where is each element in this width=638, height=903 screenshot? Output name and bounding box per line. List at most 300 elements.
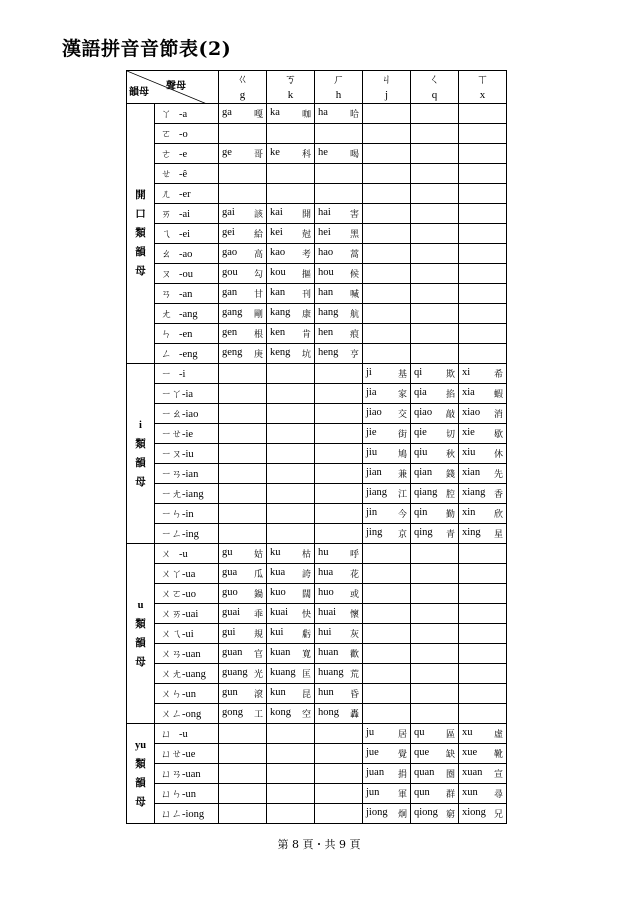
syllable-character: 缺 [445, 750, 455, 760]
syllable-character: 街 [397, 430, 407, 440]
syllable-cell [267, 484, 315, 504]
syllable-character: 花 [349, 570, 359, 580]
final-pinyin: -ao [179, 249, 193, 260]
group-label-char: 母 [135, 796, 146, 808]
syllable-cell [267, 724, 315, 744]
syllable-cell [459, 224, 507, 244]
final-pinyin: -iu [182, 449, 194, 460]
syllable-cell [411, 604, 459, 624]
final-row [127, 384, 507, 404]
syllable-cell [459, 304, 507, 324]
syllable-pinyin: gui [222, 627, 236, 638]
syllable-pinyin: ji [366, 367, 372, 378]
syllable-cell [363, 604, 411, 624]
syllable-character: 尅 [301, 230, 311, 240]
final-row [127, 724, 507, 744]
syllable-character: 喊 [349, 290, 359, 300]
syllable-cell [363, 164, 411, 184]
final-bopomofo: ㄟ [161, 229, 172, 240]
syllable-pinyin: jiao [366, 407, 382, 418]
final-cell [155, 244, 219, 264]
syllable-pinyin: qian [414, 467, 433, 478]
syllable-cell [411, 284, 459, 304]
syllable-cell [411, 784, 459, 804]
group-label [127, 104, 155, 364]
final-row [127, 684, 507, 704]
syllable-character: 炯 [397, 810, 407, 820]
final-bopomofo: ㄨㄤ [161, 669, 182, 680]
syllable-cell [267, 524, 315, 544]
syllable-cell [363, 644, 411, 664]
syllable-character: 瓜 [253, 570, 263, 580]
final-row [127, 604, 507, 624]
syllable-cell [315, 604, 363, 624]
syllable-character: 荒 [349, 670, 359, 680]
final-pinyin: -ui [182, 629, 194, 640]
syllable-cell [363, 584, 411, 604]
final-pinyin: -u [179, 729, 188, 740]
final-row [127, 144, 507, 164]
page-footer: 第 8 頁・共 9 頁 [277, 838, 361, 851]
syllable-character: 居 [397, 730, 407, 740]
final-cell [155, 704, 219, 724]
syllable-cell [459, 144, 507, 164]
syllable-pinyin: heng [318, 347, 339, 358]
syllable-pinyin: xian [462, 467, 481, 478]
syllable-cell [315, 624, 363, 644]
syllable-character: 鳩 [397, 450, 407, 460]
syllable-pinyin: xia [462, 387, 475, 398]
final-cell [155, 744, 219, 764]
final-row [127, 784, 507, 804]
syllable-character: 家 [397, 390, 407, 400]
syllable-cell [219, 564, 267, 584]
final-pinyin: -e [179, 149, 188, 160]
final-bopomofo: ㄛ [161, 129, 172, 140]
syllable-character: 歇 [493, 430, 503, 440]
final-bopomofo: ㄜ [161, 149, 172, 160]
syllable-pinyin: he [318, 147, 328, 158]
final-cell [155, 584, 219, 604]
final-cell [155, 664, 219, 684]
syllable-character: 闊 [301, 590, 311, 600]
final-row [127, 544, 507, 564]
syllable-cell [459, 544, 507, 564]
final-cell [155, 444, 219, 464]
final-pinyin: -ue [182, 749, 196, 760]
syllable-pinyin: han [318, 287, 334, 298]
syllable-character: 敲 [445, 410, 455, 420]
syllable-cell [219, 624, 267, 644]
syllable-cell [267, 144, 315, 164]
syllable-pinyin: xiong [462, 807, 486, 818]
syllable-cell [363, 784, 411, 804]
syllable-character: 咖 [301, 110, 311, 120]
final-cell [155, 324, 219, 344]
syllable-character: 嘎 [253, 110, 263, 120]
final-cell [155, 644, 219, 664]
syllable-cell [459, 184, 507, 204]
syllable-cell [459, 124, 507, 144]
initial-header-label: 聲母 [166, 81, 186, 92]
syllable-cell [315, 744, 363, 764]
syllable-pinyin: qun [414, 787, 430, 798]
final-row [127, 364, 507, 384]
syllable-character: 覺 [397, 750, 407, 760]
syllable-cell [459, 284, 507, 304]
syllable-character: 捐 [397, 770, 407, 780]
syllable-pinyin: hua [318, 567, 334, 578]
syllable-character: 勤 [445, 510, 455, 520]
syllable-pinyin: xie [462, 427, 475, 438]
syllable-character: 枯 [301, 550, 311, 560]
group-label-char: 韻 [135, 637, 146, 649]
syllable-character: 江 [397, 490, 407, 500]
syllable-pinyin: huai [318, 607, 337, 618]
syllable-pinyin: jing [366, 527, 383, 538]
syllable-cell [411, 724, 459, 744]
syllable-cell [363, 484, 411, 504]
syllable-pinyin: jue [366, 747, 379, 758]
syllable-cell [411, 144, 459, 164]
syllable-cell [363, 404, 411, 424]
syllable-cell [267, 504, 315, 524]
final-row [127, 644, 507, 664]
syllable-pinyin: kua [270, 567, 286, 578]
header-row [127, 71, 507, 104]
group-label-char: 類 [135, 228, 146, 239]
syllable-character: 懷 [349, 610, 359, 620]
syllable-cell [411, 124, 459, 144]
final-pinyin: -en [179, 329, 193, 340]
group-label [127, 544, 155, 724]
syllable-character: 轟 [349, 710, 359, 720]
syllable-cell [219, 424, 267, 444]
final-row [127, 184, 507, 204]
syllable-cell [459, 384, 507, 404]
syllable-cell [267, 564, 315, 584]
syllable-pinyin: hei [318, 227, 331, 238]
syllable-cell [459, 804, 507, 824]
syllable-cell [459, 464, 507, 484]
syllable-cell [267, 104, 315, 124]
syllable-cell [459, 424, 507, 444]
syllable-pinyin: xi [462, 367, 471, 378]
syllable-cell [315, 504, 363, 524]
syllable-cell [459, 604, 507, 624]
syllable-character: 消 [493, 410, 503, 420]
syllable-character: 群 [445, 790, 455, 800]
syllable-cell [315, 124, 363, 144]
syllable-pinyin: jiong [366, 807, 388, 818]
final-row [127, 444, 507, 464]
syllable-cell [267, 384, 315, 404]
final-cell [155, 764, 219, 784]
final-row [127, 304, 507, 324]
syllable-character: 昏 [349, 690, 359, 700]
final-pinyin: -un [182, 789, 196, 800]
final-bopomofo: ㄨㄞ [161, 609, 182, 620]
final-pinyin: -uo [182, 589, 196, 600]
syllable-pinyin: hang [318, 307, 339, 318]
syllable-cell [459, 564, 507, 584]
syllable-cell [411, 364, 459, 384]
syllable-cell [267, 184, 315, 204]
final-pinyin: -ai [179, 209, 191, 220]
syllable-character: 官 [253, 650, 263, 660]
final-row [127, 504, 507, 524]
syllable-cell [411, 524, 459, 544]
syllable-cell [315, 584, 363, 604]
syllable-cell [411, 244, 459, 264]
syllable-cell [267, 124, 315, 144]
final-cell [155, 564, 219, 584]
syllable-character: 兄 [493, 810, 503, 820]
syllable-character: 快 [301, 610, 311, 620]
group-label-char: 類 [135, 758, 146, 770]
syllable-pinyin: ken [270, 327, 286, 338]
syllable-character: 康 [301, 310, 311, 320]
syllable-cell [459, 364, 507, 384]
syllable-pinyin: ga [222, 107, 232, 118]
final-cell [155, 224, 219, 244]
syllable-character: 高 [253, 250, 263, 260]
final-bopomofo: ㄩㄣ [161, 789, 182, 800]
syllable-pinyin: hui [318, 627, 332, 638]
syllable-cell [267, 344, 315, 364]
syllable-cell [315, 464, 363, 484]
syllable-character: 匡 [301, 670, 311, 680]
final-cell [155, 424, 219, 444]
final-bopomofo: ㄢ [161, 289, 172, 300]
final-pinyin: -ê [179, 169, 188, 180]
final-row [127, 804, 507, 824]
syllable-character: 剛 [253, 310, 263, 320]
syllable-cell [219, 584, 267, 604]
final-bopomofo: ㄩㄥ [161, 809, 182, 820]
final-pinyin: -u [179, 549, 188, 560]
syllable-pinyin: qu [414, 727, 425, 738]
syllable-cell [219, 264, 267, 284]
syllable-character: 圈 [445, 770, 455, 780]
syllable-pinyin: ku [270, 547, 281, 558]
final-row [127, 324, 507, 344]
syllable-cell [219, 384, 267, 404]
syllable-cell [459, 584, 507, 604]
syllable-cell [315, 444, 363, 464]
final-bopomofo: ㄩㄢ [161, 769, 182, 780]
syllable-pinyin: kuan [270, 647, 291, 658]
syllable-character: 寬 [301, 650, 311, 660]
final-row [127, 484, 507, 504]
syllable-character: 刊 [301, 290, 311, 300]
syllable-character: 黑 [349, 230, 359, 240]
syllable-cell [315, 784, 363, 804]
syllable-cell [411, 804, 459, 824]
syllable-cell [219, 144, 267, 164]
syllable-character: 或 [349, 590, 359, 600]
syllable-cell [315, 804, 363, 824]
syllable-cell [363, 144, 411, 164]
syllable-cell [219, 184, 267, 204]
syllable-cell [219, 644, 267, 664]
syllable-cell [315, 544, 363, 564]
final-row [127, 264, 507, 284]
final-bopomofo: ㄧㄠ [161, 409, 182, 420]
syllable-pinyin: guan [222, 647, 243, 658]
final-pinyin: -iong [182, 809, 205, 820]
syllable-pinyin: quan [414, 767, 435, 778]
syllable-cell [363, 364, 411, 384]
syllable-cell [459, 524, 507, 544]
syllable-pinyin: kai [270, 207, 283, 218]
syllable-character: 交 [397, 410, 407, 420]
syllable-cell [267, 544, 315, 564]
syllable-pinyin: kuai [270, 607, 289, 618]
syllable-pinyin: gang [222, 307, 243, 318]
group-label [127, 364, 155, 544]
syllable-character: 規 [253, 630, 263, 640]
syllable-cell [267, 704, 315, 724]
syllable-character: 星 [493, 530, 503, 540]
syllable-cell [363, 464, 411, 484]
syllable-cell [267, 444, 315, 464]
syllable-pinyin: gan [222, 287, 238, 298]
syllable-pinyin: jia [366, 387, 377, 398]
final-row [127, 104, 507, 124]
final-bopomofo: ㄨㄟ [161, 629, 182, 640]
syllable-pinyin: qing [414, 527, 433, 538]
final-pinyin: -iao [182, 409, 199, 420]
syllable-cell [459, 164, 507, 184]
syllable-cell [267, 424, 315, 444]
final-bopomofo: ㄨㄥ [161, 709, 182, 720]
final-bopomofo: ㄧㄡ [161, 449, 182, 460]
syllable-cell [267, 464, 315, 484]
syllable-cell [219, 364, 267, 384]
syllable-character: 呼 [349, 550, 359, 560]
syllable-pinyin: keng [270, 347, 291, 358]
syllable-cell [363, 684, 411, 704]
syllable-cell [267, 244, 315, 264]
group-label-char: 口 [135, 209, 146, 220]
final-bopomofo: ㄧㄣ [161, 509, 182, 520]
group-label-char: 開 [135, 190, 146, 201]
syllable-cell [411, 104, 459, 124]
syllable-cell [459, 764, 507, 784]
syllable-character: 香 [493, 490, 503, 500]
initial-column-header: ㄍ g [219, 71, 267, 104]
syllable-pinyin: xiang [462, 487, 486, 498]
syllable-pinyin: qiong [414, 807, 438, 818]
syllable-cell [219, 244, 267, 264]
syllable-cell [459, 664, 507, 684]
syllable-cell [411, 444, 459, 464]
syllable-pinyin: xiu [462, 447, 476, 458]
syllable-pinyin: ke [270, 147, 280, 158]
syllable-character: 勾 [253, 270, 263, 280]
syllable-pinyin: kuang [270, 667, 296, 678]
syllable-cell [219, 504, 267, 524]
syllable-cell [315, 724, 363, 744]
syllable-cell [363, 764, 411, 784]
syllable-character: 誇 [301, 570, 311, 580]
final-row [127, 744, 507, 764]
syllable-pinyin: jun [366, 787, 380, 798]
syllable-cell [363, 344, 411, 364]
syllable-cell [411, 184, 459, 204]
final-pinyin: -ong [182, 709, 202, 720]
syllable-cell [459, 264, 507, 284]
syllable-cell [219, 684, 267, 704]
syllable-cell [411, 264, 459, 284]
group-label-char: 類 [135, 438, 146, 450]
syllable-character: 坑 [301, 350, 311, 360]
syllable-pinyin: xun [462, 787, 478, 798]
syllable-character: 腔 [445, 490, 455, 500]
syllable-character: 灰 [349, 630, 359, 640]
syllable-pinyin: gen [222, 327, 238, 338]
syllable-pinyin: xu [462, 727, 473, 738]
final-cell [155, 464, 219, 484]
syllable-cell [315, 204, 363, 224]
syllable-cell [363, 184, 411, 204]
syllable-pinyin: huo [318, 587, 334, 598]
syllable-cell [219, 124, 267, 144]
final-pinyin: -ian [182, 469, 199, 480]
syllable-character: 青 [445, 530, 455, 540]
syllable-cell [219, 524, 267, 544]
syllable-cell [459, 404, 507, 424]
final-bopomofo: ㄩ [161, 729, 172, 740]
syllable-cell [363, 504, 411, 524]
syllable-cell [267, 164, 315, 184]
syllable-cell [315, 644, 363, 664]
syllable-character: 尋 [493, 790, 503, 800]
syllable-cell [363, 744, 411, 764]
final-row [127, 764, 507, 784]
syllable-pinyin: jie [366, 427, 377, 438]
syllable-character: 姑 [253, 550, 263, 560]
syllable-cell [315, 144, 363, 164]
pinyin-syllable-table [126, 70, 507, 824]
syllable-character: 甘 [253, 290, 263, 300]
syllable-cell [315, 564, 363, 584]
syllable-pinyin: jiang [366, 487, 387, 498]
final-bopomofo: ㄥ [161, 349, 172, 360]
final-cell [155, 484, 219, 504]
syllable-cell [411, 564, 459, 584]
final-bopomofo: ㄨㄢ [161, 649, 182, 660]
syllable-character: 喝 [349, 150, 359, 160]
syllable-pinyin: que [414, 747, 430, 758]
final-cell [155, 164, 219, 184]
syllable-cell [219, 664, 267, 684]
final-cell [155, 284, 219, 304]
syllable-cell [459, 624, 507, 644]
final-bopomofo: ㄞ [161, 209, 172, 220]
syllable-pinyin: ju [366, 727, 375, 738]
final-cell [155, 544, 219, 564]
syllable-cell [267, 604, 315, 624]
final-row [127, 224, 507, 244]
syllable-pinyin: hun [318, 687, 334, 698]
syllable-cell [411, 684, 459, 704]
syllable-character: 哥 [253, 150, 263, 160]
syllable-cell [315, 224, 363, 244]
syllable-cell [315, 704, 363, 724]
syllable-cell [411, 584, 459, 604]
